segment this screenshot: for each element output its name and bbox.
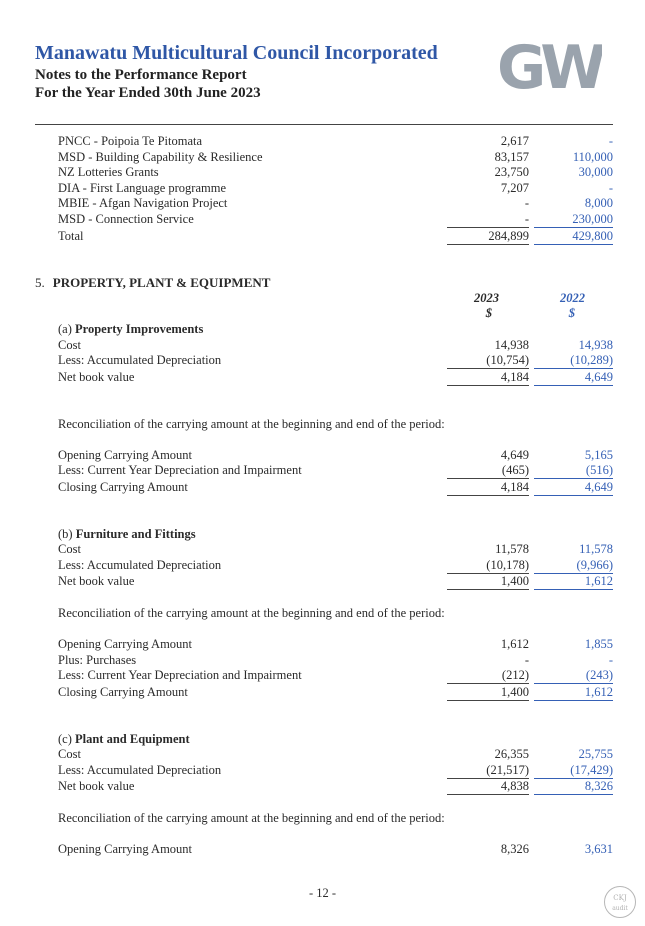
section-title: PROPERTY, PLANT & EQUIPMENT — [52, 275, 271, 290]
subsection-heading — [58, 732, 190, 747]
table-row — [0, 668, 645, 684]
table-row — [0, 779, 645, 795]
value-2022: (516) — [534, 463, 613, 479]
row-label: MSD - Building Capability & Resilience — [58, 150, 263, 164]
subsection-heading — [58, 527, 196, 542]
row-label: Cost — [58, 747, 81, 761]
table-row — [0, 685, 645, 701]
organization-title: Manawatu Multicultural Council Incorporated — [35, 42, 438, 64]
value-2023: (10,178) — [447, 558, 529, 574]
row-label: PNCC - Poipoia Te Pitomata — [58, 134, 203, 148]
value-2022: (17,429) — [534, 763, 613, 779]
value-2022: (9,966) — [534, 558, 613, 574]
table-row — [0, 480, 645, 496]
table-row — [0, 353, 645, 369]
table-row — [0, 558, 645, 574]
value-2023: 4,184 — [447, 480, 529, 496]
table-row-total — [0, 229, 645, 245]
value-2022: 1,612 — [534, 685, 613, 701]
value-2023: 4,838 — [447, 779, 529, 795]
value-2022: 4,649 — [534, 480, 613, 496]
value-2022: 30,000 — [578, 165, 613, 179]
reconciliation-text: Reconciliation of the carrying amount at the beginning and end of the period: — [58, 417, 445, 431]
subsection-prefix: (a) — [58, 322, 72, 336]
reconciliation-text: Reconciliation of the carrying amount at the beginning and end of the period: — [58, 606, 445, 620]
value-2023: 284,899 — [447, 229, 529, 245]
row-label: Closing Carrying Amount — [58, 685, 188, 699]
row-label: Less: Accumulated Depreciation — [58, 353, 222, 367]
column-year-2022: 2022 — [560, 291, 585, 305]
header-divider — [35, 124, 613, 125]
table-row — [0, 181, 645, 197]
value-2022: 14,938 — [578, 338, 613, 352]
table-row — [0, 763, 645, 779]
row-label: Total — [58, 229, 84, 243]
value-2023: - — [524, 653, 529, 667]
column-currency-2023: $ — [485, 306, 492, 320]
value-2023: (465) — [447, 463, 529, 479]
value-2023: (212) — [447, 668, 529, 684]
row-label: Net book value — [58, 370, 135, 384]
table-row — [0, 370, 645, 386]
subsection-title: Property Improvements — [75, 322, 204, 336]
value-2022: - — [608, 134, 613, 148]
value-2023: 11,578 — [495, 542, 529, 556]
row-label: Cost — [58, 542, 81, 556]
subsection-heading — [58, 322, 203, 337]
table-row — [0, 463, 645, 479]
row-label: Less: Accumulated Depreciation — [58, 558, 222, 572]
table-row — [0, 150, 645, 166]
row-label: Less: Current Year Depreciation and Impairment — [58, 463, 302, 477]
table-row — [0, 448, 645, 464]
value-2022: (243) — [534, 668, 613, 684]
value-2023: 7,207 — [500, 181, 529, 195]
value-2022: 429,800 — [534, 229, 613, 245]
row-label: Closing Carrying Amount — [58, 480, 188, 494]
value-2023: 1,400 — [447, 574, 529, 590]
value-2022: 1,855 — [584, 637, 613, 651]
row-label: DIA - First Language programme — [58, 181, 227, 195]
row-label: MBIE - Afgan Navigation Project — [58, 196, 228, 210]
value-2023: 1,612 — [500, 637, 529, 651]
row-label: Less: Current Year Depreciation and Impairment — [58, 668, 302, 682]
value-2022: 1,612 — [534, 574, 613, 590]
value-2022: (10,289) — [534, 353, 613, 369]
value-2022: 5,165 — [584, 448, 613, 462]
table-row — [0, 747, 645, 763]
value-2023: 23,750 — [494, 165, 529, 179]
subsection-title: Furniture and Fittings — [75, 527, 196, 541]
column-year-2023: 2023 — [474, 291, 499, 305]
table-row — [0, 542, 645, 558]
value-2023: 4,649 — [500, 448, 529, 462]
value-2022: - — [608, 653, 613, 667]
row-label: Plus: Purchases — [58, 653, 137, 667]
row-label: Opening Carrying Amount — [58, 448, 193, 462]
value-2023: - — [447, 212, 529, 228]
svg-text:audit: audit — [612, 905, 628, 912]
row-label: Net book value — [58, 779, 135, 793]
report-subtitle: Notes to the Performance Report — [35, 67, 247, 83]
table-row — [0, 574, 645, 590]
value-2023: 8,326 — [500, 842, 529, 856]
table-row — [0, 212, 645, 228]
value-2022: 11,578 — [579, 542, 613, 556]
value-2022: 110,000 — [572, 150, 613, 164]
value-2023: 4,184 — [447, 370, 529, 386]
row-label: Net book value — [58, 574, 135, 588]
table-row — [0, 165, 645, 181]
subsection-prefix: (b) — [58, 527, 73, 541]
audit-stamp — [603, 885, 637, 919]
column-currency-2022: $ — [568, 306, 575, 320]
gw-logo — [497, 38, 602, 93]
section-heading — [35, 275, 270, 291]
row-label: Opening Carrying Amount — [58, 637, 193, 651]
row-label: Cost — [58, 338, 81, 352]
subsection-prefix: (c) — [58, 732, 72, 746]
value-2023: - — [524, 196, 529, 210]
value-2022: 3,631 — [584, 842, 613, 856]
value-2022: 230,000 — [534, 212, 613, 228]
page-number: - 12 - — [308, 886, 337, 900]
value-2023: 1,400 — [447, 685, 529, 701]
table-row — [0, 842, 645, 858]
gw-logo-text: GW — [497, 38, 601, 93]
row-label: Less: Accumulated Depreciation — [58, 763, 222, 777]
row-label: Opening Carrying Amount — [58, 842, 193, 856]
value-2023: (21,517) — [447, 763, 529, 779]
section-number: 5. — [35, 275, 45, 290]
subsection-title: Plant and Equipment — [75, 732, 190, 746]
value-2023: (10,754) — [447, 353, 529, 369]
report-period: For the Year Ended 30th June 2023 — [35, 85, 261, 101]
svg-text:CKJ: CKJ — [613, 894, 627, 902]
table-row — [0, 134, 645, 150]
value-2022: 8,326 — [534, 779, 613, 795]
table-row — [0, 196, 645, 212]
row-label: MSD - Connection Service — [58, 212, 194, 226]
value-2022: 8,000 — [584, 196, 613, 210]
table-row — [0, 338, 645, 354]
value-2022: - — [608, 181, 613, 195]
table-row — [0, 637, 645, 653]
value-2022: 25,755 — [578, 747, 613, 761]
value-2023: 2,617 — [500, 134, 529, 148]
value-2023: 83,157 — [494, 150, 529, 164]
table-row — [0, 653, 645, 669]
reconciliation-text: Reconciliation of the carrying amount at the beginning and end of the period: — [58, 811, 445, 825]
value-2023: 26,355 — [494, 747, 529, 761]
value-2023: 14,938 — [494, 338, 529, 352]
value-2022: 4,649 — [534, 370, 613, 386]
row-label: NZ Lotteries Grants — [58, 165, 159, 179]
